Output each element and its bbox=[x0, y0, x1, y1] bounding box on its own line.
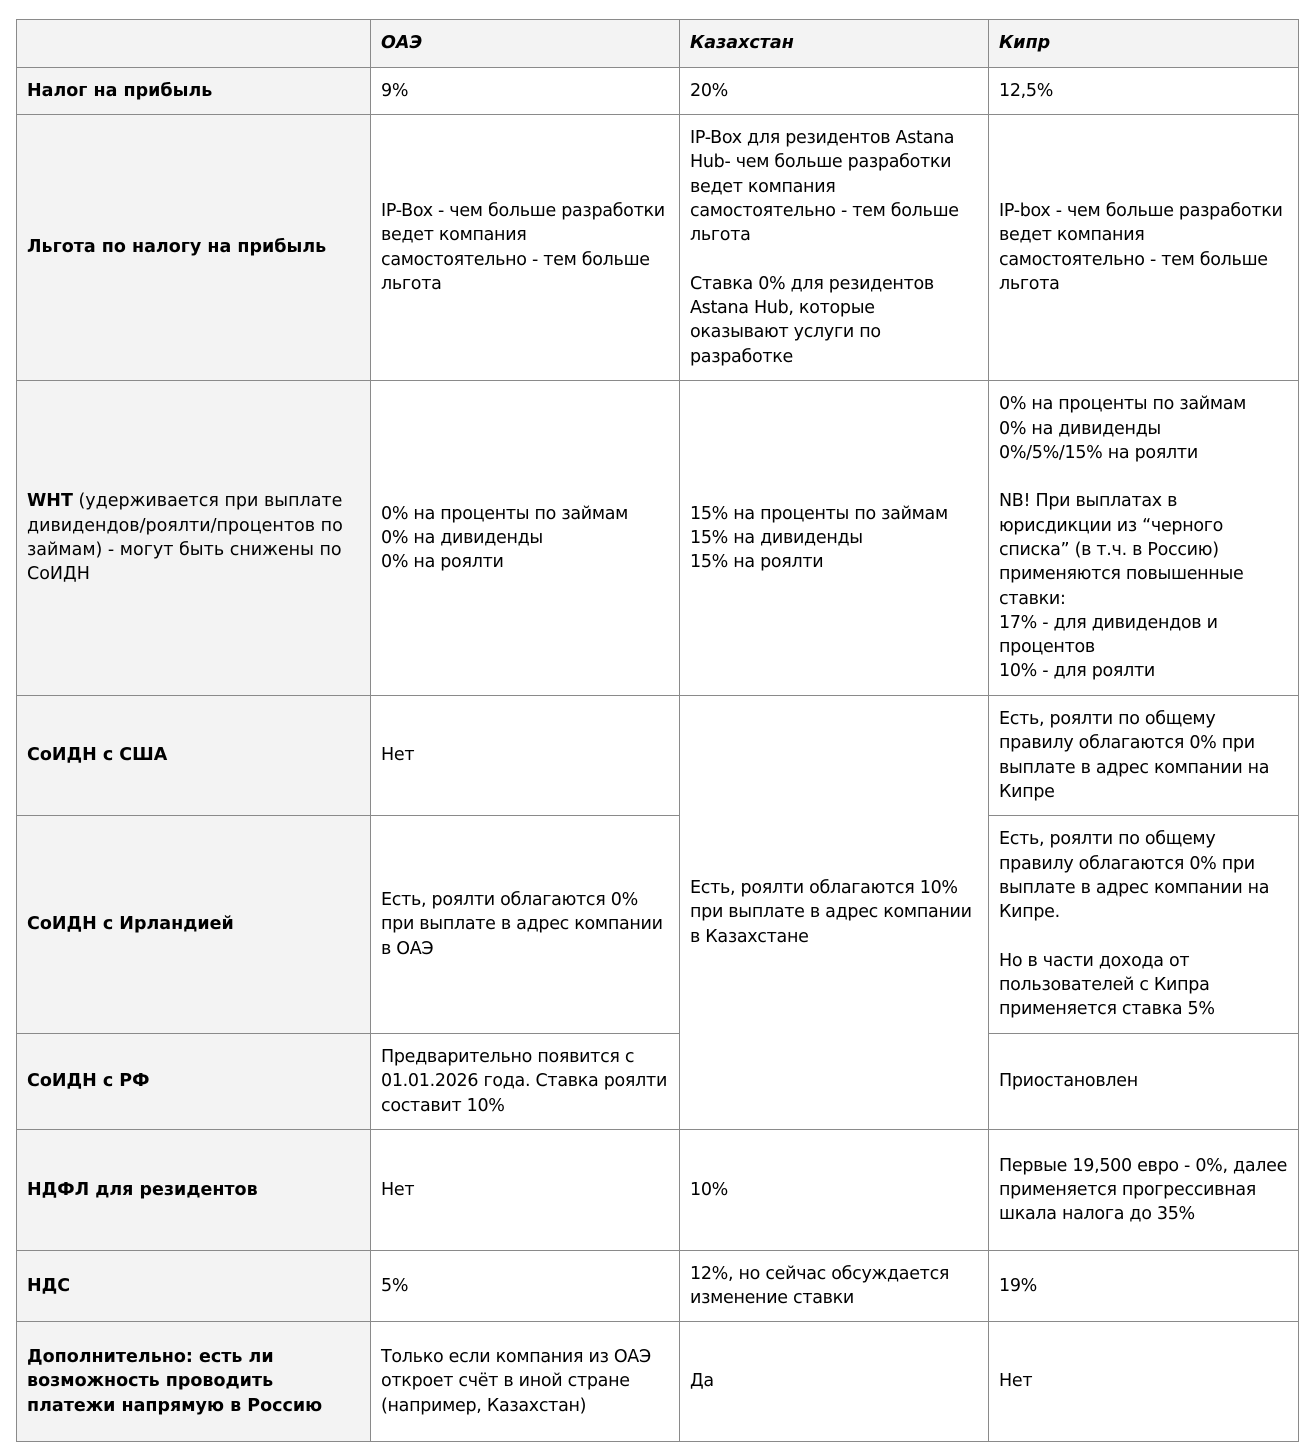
table-row-vat bbox=[17, 1251, 1299, 1322]
cell-cy-profit-tax-benefit: IP-box - чем больше разработки ведет компания самостоятельно - тем больше льгота bbox=[989, 115, 1299, 381]
tax-comparison-table-wrapper bbox=[16, 19, 1299, 1442]
cell-kz-dtt-merged: Есть, роялти облагаются 10% при выплате в адрес компании в Казахстане bbox=[680, 696, 989, 1130]
cell-kz-vat: 12%, но сейчас обсуждается изменение ставки bbox=[680, 1251, 989, 1322]
table-row-dtt-rf bbox=[17, 1034, 1299, 1130]
table-row-wht bbox=[17, 381, 1299, 696]
row-label-vat: НДС bbox=[17, 1251, 371, 1322]
header-row bbox=[17, 20, 1299, 68]
column-header-uae: ОАЭ bbox=[371, 20, 680, 68]
wht-label-description: (удерживается при выплате дивидендов/роялти/процентов по займам) - могут быть снижены по СоИДН bbox=[27, 491, 343, 585]
cell-uae-dtt-rf: Предварительно появится с 01.01.2026 года. Ставка роялти составит 10% bbox=[371, 1034, 680, 1130]
cell-cy-payments-russia: Нет bbox=[989, 1322, 1299, 1442]
cell-cy-wht: 0% на проценты по займам 0% на дивиденды 0%/5%/15% на роялти NB! При выплатах в юрисдикции из “черного списка” (в т.ч. в Россию) применяются повышенные ставки: 17% - для дивидендов и процентов 10% - для роялти bbox=[989, 381, 1299, 696]
table-row-dtt-usa bbox=[17, 696, 1299, 816]
table-row-profit-tax-benefit bbox=[17, 115, 1299, 381]
cell-uae-dtt-usa: Нет bbox=[371, 696, 680, 816]
cell-kz-pit: 10% bbox=[680, 1130, 989, 1251]
cell-uae-wht: 0% на проценты по займам 0% на дивиденды 0% на роялти bbox=[371, 381, 680, 696]
cell-kz-profit-tax-benefit: IP-Box для резидентов Astana Hub- чем больше разработки ведет компания самостоятельно - тем больше льгота Ставка 0% для резидентов Astana Hub, которые оказывают услуги по разработке bbox=[680, 115, 989, 381]
table-row-pit bbox=[17, 1130, 1299, 1251]
cell-uae-payments-russia: Только если компания из ОАЭ откроет счёт в иной стране (например, Казахстан) bbox=[371, 1322, 680, 1442]
cell-uae-pit: Нет bbox=[371, 1130, 680, 1251]
cell-uae-dtt-ireland: Есть, роялти облагаются 0% при выплате в адрес компании в ОАЭ bbox=[371, 816, 680, 1034]
cell-kz-wht: 15% на проценты по займам 15% на дивиденды 15% на роялти bbox=[680, 381, 989, 696]
header-corner-cell bbox=[17, 20, 371, 68]
row-label-wht bbox=[17, 381, 371, 696]
cell-uae-vat: 5% bbox=[371, 1251, 680, 1322]
tax-comparison-table bbox=[16, 19, 1299, 1442]
column-header-kazakhstan: Казахстан bbox=[680, 20, 989, 68]
row-label-dtt-usa: СоИДН с США bbox=[17, 696, 371, 816]
table-row-payments-russia bbox=[17, 1322, 1299, 1442]
cell-kz-profit-tax: 20% bbox=[680, 68, 989, 115]
cell-uae-profit-tax-benefit: IP-Box - чем больше разработки ведет компания самостоятельно - тем больше льгота bbox=[371, 115, 680, 381]
table-row-dtt-ireland bbox=[17, 816, 1299, 1034]
row-label-payments-russia: Дополнительно: есть ли возможность проводить платежи напрямую в Россию bbox=[17, 1322, 371, 1442]
row-label-profit-tax: Налог на прибыль bbox=[17, 68, 371, 115]
cell-cy-dtt-usa: Есть, роялти по общему правилу облагаются 0% при выплате в адрес компании на Кипре bbox=[989, 696, 1299, 816]
cell-cy-dtt-ireland: Есть, роялти по общему правилу облагаются 0% при выплате в адрес компании на Кипре. Но в части дохода от пользователей с Кипра применяется ставка 5% bbox=[989, 816, 1299, 1034]
row-label-pit: НДФЛ для резидентов bbox=[17, 1130, 371, 1251]
table-row-profit-tax bbox=[17, 68, 1299, 115]
wht-label-bold: WHT bbox=[27, 491, 73, 512]
row-label-dtt-ireland: СоИДН с Ирландией bbox=[17, 816, 371, 1034]
cell-cy-vat: 19% bbox=[989, 1251, 1299, 1322]
cell-kz-payments-russia: Да bbox=[680, 1322, 989, 1442]
column-header-cyprus: Кипр bbox=[989, 20, 1299, 68]
row-label-profit-tax-benefit: Льгота по налогу на прибыль bbox=[17, 115, 371, 381]
cell-cy-pit: Первые 19,500 евро - 0%, далее применяется прогрессивная шкала налога до 35% bbox=[989, 1130, 1299, 1251]
cell-cy-profit-tax: 12,5% bbox=[989, 68, 1299, 115]
cell-cy-dtt-rf: Приостановлен bbox=[989, 1034, 1299, 1130]
cell-uae-profit-tax: 9% bbox=[371, 68, 680, 115]
row-label-dtt-rf: СоИДН с РФ bbox=[17, 1034, 371, 1130]
